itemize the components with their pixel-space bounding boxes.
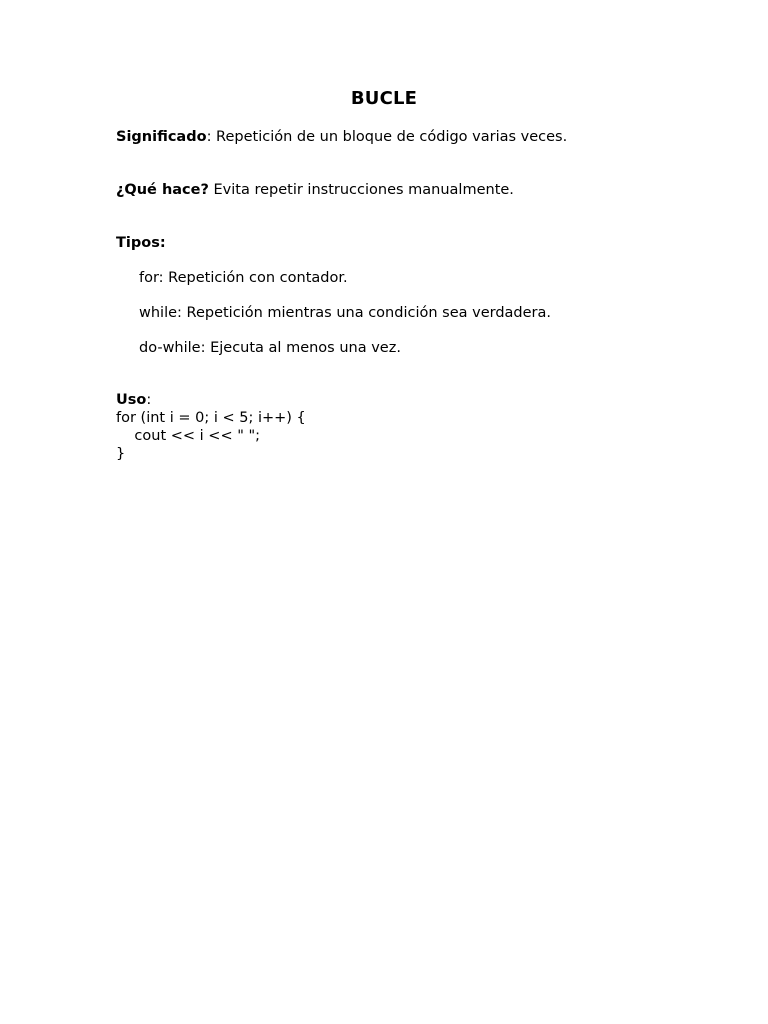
uso-label: Uso (116, 392, 147, 408)
tipos-item-for: for: Repetición con contador. (139, 270, 348, 286)
uso-line (116, 391, 151, 409)
que-hace-line (116, 181, 514, 199)
code-line-2: cout << i << " "; (116, 428, 261, 444)
que-hace-label: ¿Qué hace? (116, 182, 209, 198)
tipos-item-while: while: Repetición mientras una condición sea verdadera. (139, 305, 551, 321)
tipos-label: Tipos: (116, 235, 166, 251)
code-line-1: for (int i = 0; i < 5; i++) { (116, 410, 306, 426)
que-hace-text: Evita repetir instrucciones manualmente. (208, 182, 514, 198)
uso-suffix: : (146, 392, 152, 408)
page-title: BUCLE (350, 88, 418, 109)
significado-line (116, 128, 567, 146)
significado-label: Significado (116, 129, 207, 145)
code-line-3: } (116, 446, 126, 462)
significado-text: : Repetición de un bloque de código varias veces. (206, 129, 568, 145)
tipos-item-do-while: do-while: Ejecuta al menos una vez. (139, 340, 401, 356)
